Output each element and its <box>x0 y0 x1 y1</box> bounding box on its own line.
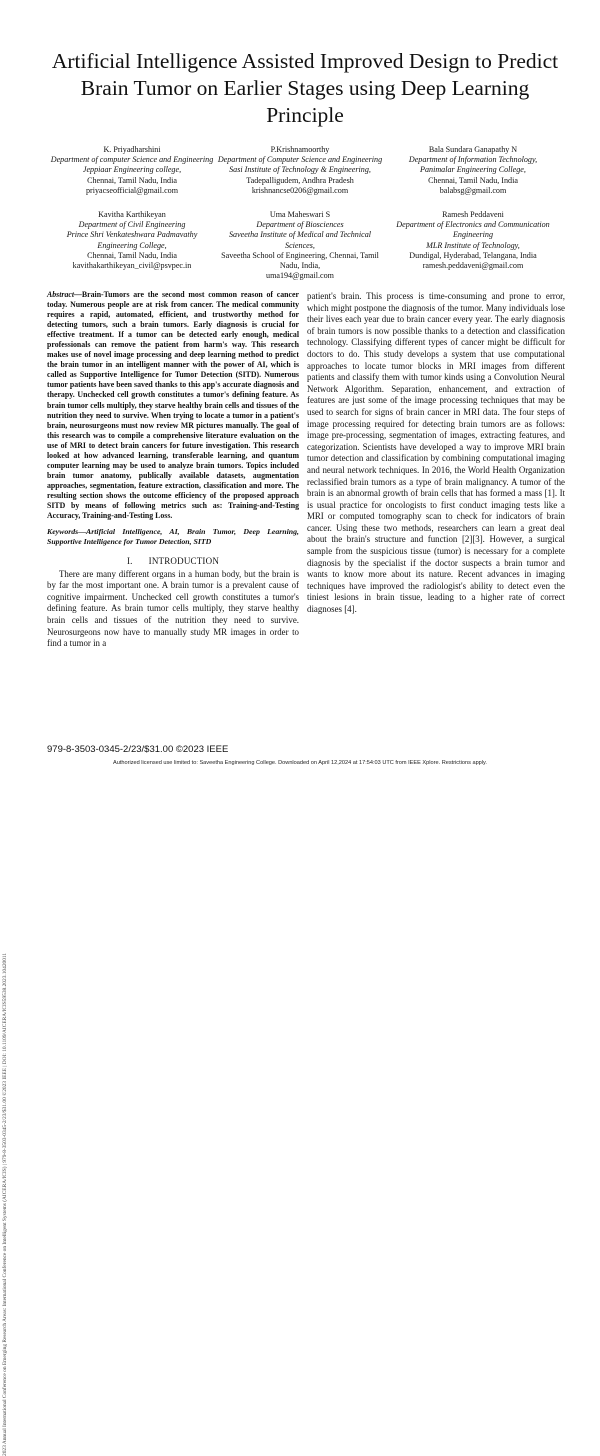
author-location: Tadepalligudem, Andhra Pradesh <box>246 175 354 185</box>
author-affiliation: Department of Computer Science and Engineering <box>217 155 383 165</box>
author-block <box>215 210 385 281</box>
author-block <box>388 145 558 196</box>
author-name: P.Krishnamoorthy <box>270 145 330 154</box>
author-name: Bala Sundara Ganapathy N <box>428 145 518 154</box>
isbn-copyright: 979-8-3503-0345-2/23/$31.00 ©2023 IEEE <box>47 744 229 755</box>
author-block <box>215 145 385 196</box>
author-institution: Panimalar Engineering College, <box>420 165 526 175</box>
keywords <box>47 527 299 547</box>
author-institution: Sasi Institute of Technology & Engineering, <box>229 165 371 175</box>
section-title: INTRODUCTION <box>148 556 220 567</box>
author-affiliation: Department of Electronics and Communication Engineering <box>396 220 550 240</box>
left-column <box>47 290 299 650</box>
keywords-label: Keywords— <box>47 527 86 537</box>
author-name: Kavitha Karthikeyan <box>98 210 166 219</box>
author-email: balabsg@gmail.com <box>439 185 507 195</box>
paper-title: Artificial Intelligence Assisted Improved Design to Predict Brain Tumor on Earlier Stages using Deep Learning Principle <box>51 49 559 127</box>
author-email: priyacseofficial@gmail.com <box>85 185 179 195</box>
section-number: I. <box>126 556 133 567</box>
author-location: Chennai, Tamil Nadu, India <box>87 175 177 185</box>
author-institution: Saveetha Institute of Medical and Technical Sciences, <box>229 230 371 250</box>
doi-side-text: 2023 Annual International Conference on Emerging Research Areas: International Conference on Intelligent Systems (AICERA/ICIS) | 979-8-3503-0345-2/23/$31.00 ©2023 IEEE | DOI: 10.1109/AICERA/ICIS59538.2023.10420011 <box>2 952 8 1456</box>
author-name: Uma Maheswari S <box>269 210 331 219</box>
author-location: Chennai, Tamil Nadu, India <box>428 175 518 185</box>
author-affiliation: Department of Civil Engineering <box>78 220 186 230</box>
keywords-text: Artificial Intelligence, AI, Brain Tumor, Deep Learning, Supportive Intelligence for Tumor Detection, SITD <box>47 527 299 547</box>
doi-side-strip <box>2 12 16 1456</box>
author-block <box>388 210 558 271</box>
author-email: kavithakarthikeyan_civil@psvpec.in <box>72 261 192 271</box>
author-institution: MLR Institute of Technology, <box>426 240 520 250</box>
section-heading <box>47 556 299 567</box>
license-footer: Authorized licensed use limited to: Saveetha Engineering College. Downloaded on April 12,2024 at 17:54:03 UTC from IEEE Xplore. Restrictions apply. <box>113 760 487 766</box>
intro-paragraph: There are many different organs in a human body, but the brain is by far the most important one. A brain tumor is a prevalent cause of cognitive impairment. Unchecked cell growth constitutes a tumor's defining feature. As brain tumor cells multiply, they starve healthy brain cells and tissues of the nutrition they need to survive. Neurosurgeons now have to manually study MR images in order to find a tumor in a <box>47 568 299 649</box>
author-affiliation: Department of computer Science and Engineering <box>50 155 214 165</box>
author-institution: Prince Shri Venkateshwara Padmavathy Engineering College, <box>66 230 198 250</box>
author-block <box>47 145 217 196</box>
author-institution: Jeppiaar Engineering college, <box>82 165 182 175</box>
abstract-label: Abstract— <box>47 290 82 299</box>
right-column <box>307 291 565 616</box>
author-affiliation: Department of Biosciences <box>256 220 344 230</box>
author-name: K. Priyadharshini <box>103 145 161 154</box>
author-location: Dundigal, Hyderabad, Telangana, India <box>409 250 537 260</box>
author-email: krishnancse0206@gmail.com <box>251 185 349 195</box>
author-affiliation: Department of Information Technology, <box>408 155 538 165</box>
author-name: Ramesh Peddaveni <box>442 210 504 219</box>
intro-continued: patient's brain. This process is time-consuming and prone to error, which might postpone the diagnosis of the tumor. Many individuals lose their lives each year due to brain cancer every year. The early diagnosis of brain tumors is now possible thanks to a detection and classification technology. Classifying different types of cancer might be difficult for doctors to do. This study develops a system that use computational approaches to locate tumor blocks in MRI images from different patients and classify them with tumor kinds using a Convolution Neural Network Algorithm. Separation, enhancement, and extraction of features are just some of the image processing techniques that may be used to search for signs of brain cancer in MRI data. The four steps of image processing required for detecting brain tumors are as follows: image pre-processing, segmentation of images, extracting features, and categorization. Scientists have developed a way to improve MRI brain tumor detection and classification by combining computational imaging and neural network techniques. In 2016, the World Health Organization reclassified brain tumors as a type of brain malignancy. A tumor of the brain is an abnormal growth of brain cells that has formed a mass [1]. It is usual practice for oncologists to first conduct imaging tests like a MRI or computed tomography scan to check for indicators of brain cancer. Using these two methods, researchers can learn a great deal about the brain's structure and function [2][3]. However, a surgical sample from the suspicious tissue (tumor) is necessary for a complete diagnosis by the specialist if the doctor suspects a brain tumor and wants to know more about its nature. Recent advances in imaging techniques have improved the radiologist's ability to detect even the tiniest lesions in brain tissue, leading to a higher rate of correct diagnoses [4]. <box>307 291 565 615</box>
abstract <box>47 290 299 521</box>
author-email: ramesh.peddaveni@gmail.com <box>422 261 524 271</box>
author-location: Chennai, Tamil Nadu, India <box>87 250 177 260</box>
author-block <box>47 210 217 271</box>
author-email: uma194@gmail.com <box>266 271 334 281</box>
abstract-text: Brain-Tumors are the second most common reason of cancer today. Numerous people are at risk from cancer. The medical community requires a rapid, automated, efficient, and trustworthy method for detecting tumors, such a brain tumors. Early diagnosis is crucial for effective treatment. If a tumor can be detected early enough, medical professionals can remove the patient from harm's way. This research makes use of novel image processing and deep learning method to predict the brain tumor in an intelligent manner with the power of AI, which is called as Supportive Intelligence for Tumor Detection (SITD). Numerous tumor patients have been saved thanks to this app's accurate diagnosis and therapy. Unchecked cell growth constitutes a tumor's defining feature. As brain tumor cells multiply, they starve healthy brain cells and tissues of the nutrition they need to survive. When trying to locate a tumor in a patient's brain, neurosurgeons must now review MR pictures manually. The goal of this research was to compile a comprehensive literature evaluation on the use of MRI to detect brain cancers for future investigation. This research looked at how advanced learning, transferable learning, and quantum computer learning may be used to analyze brain tumors. Topics included brain tumor anatomy, publically available datasets, augmentation approaches, segmentation, feature extraction, classification and more. The resulting section shows the outcome efficiency of the proposed approach SITD by means of following metrics such as: Training-and-Testing Accuracy, Training-and-Testing Loss. <box>47 290 299 521</box>
author-location: Saveetha School of Engineering, Chennai, Tamil Nadu, India, <box>221 250 379 271</box>
